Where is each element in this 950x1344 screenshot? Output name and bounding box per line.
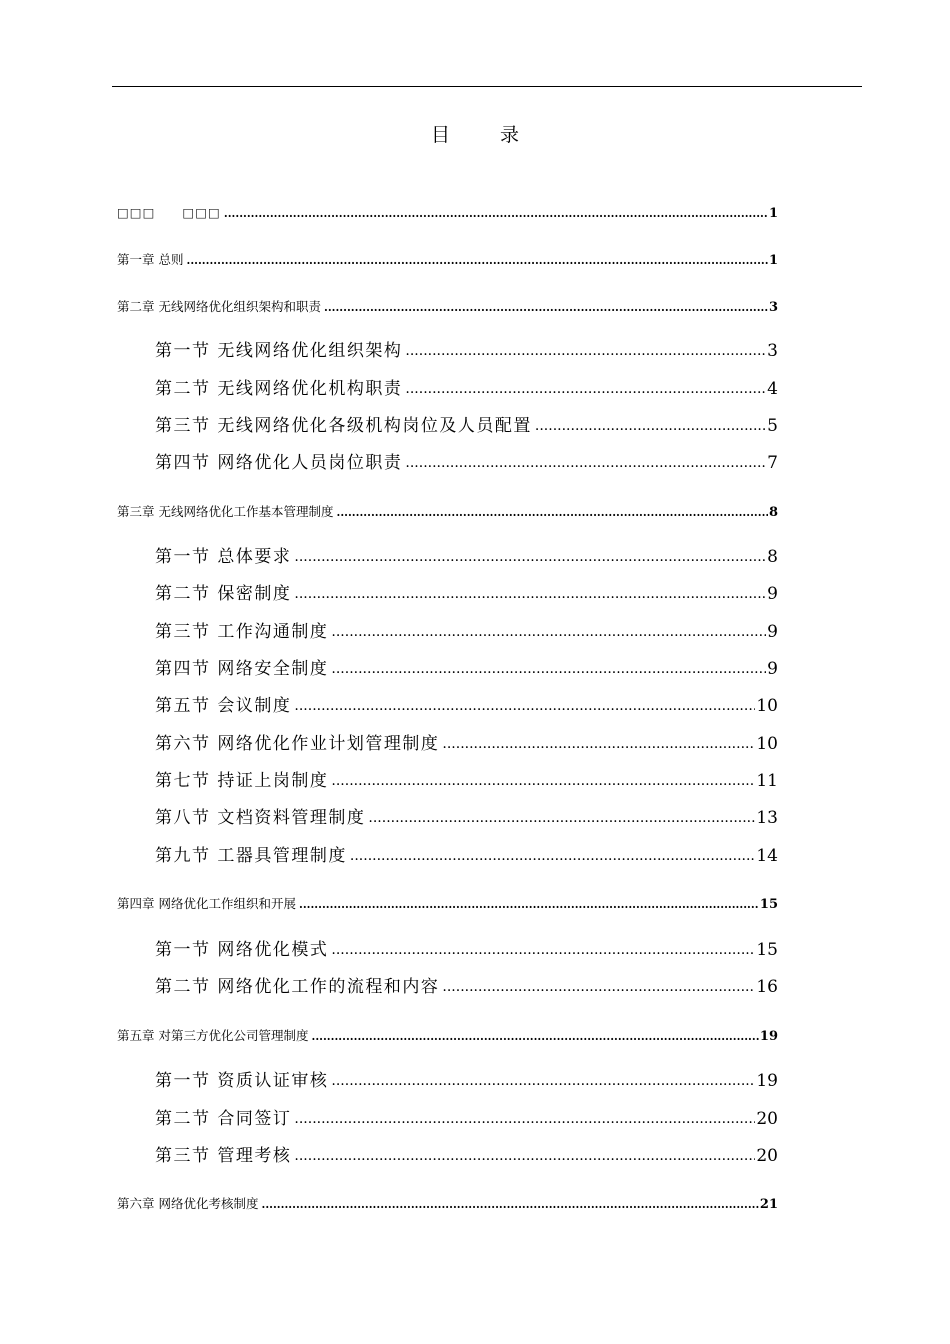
- toc-section-entry[interactable]: [155, 934, 778, 960]
- toc-entry-title: 第一节 网络优化模式: [155, 940, 329, 960]
- toc-page-number: 19: [759, 1029, 778, 1044]
- toc-chapter-entry[interactable]: [117, 890, 778, 912]
- toc-entry-title: 第五节 会议制度: [155, 696, 292, 716]
- toc-section-entry[interactable]: [155, 335, 778, 361]
- toc-entry-title: 第七节 持证上岗制度: [155, 771, 329, 791]
- toc-dot-leader: [336, 507, 767, 520]
- toc-dot-leader: [405, 382, 766, 399]
- toc-entry-title: 第一章 总则: [117, 252, 184, 267]
- toc-page-number: 9: [767, 584, 778, 604]
- toc-entry-title: 第一节 总体要求: [155, 547, 292, 567]
- toc-dot-leader: [186, 255, 767, 268]
- toc-entry-title: 第五章 对第三方优化公司管理制度: [117, 1028, 309, 1043]
- toc-dot-leader: [442, 737, 755, 754]
- toc-section-entry[interactable]: [155, 578, 778, 604]
- toc-dot-leader: [405, 344, 766, 361]
- toc-section-entry[interactable]: [155, 447, 778, 473]
- toc-dot-leader: [535, 419, 766, 436]
- toc-page-number: 15: [756, 940, 778, 960]
- toc-entry-title: 第六节 网络优化作业计划管理制度: [155, 734, 440, 754]
- toc-dot-leader: [368, 811, 755, 828]
- toc-page-number: 10: [756, 734, 778, 754]
- toc-page-number: 20: [756, 1146, 778, 1166]
- toc-section-entry[interactable]: [155, 802, 778, 828]
- toc-dot-leader: [261, 1199, 758, 1212]
- toc-chapter-entry[interactable]: [117, 293, 778, 315]
- toc-dot-leader: [405, 456, 766, 473]
- toc-section-entry[interactable]: [155, 410, 778, 436]
- toc-dot-leader: [331, 625, 766, 642]
- toc-entry-title: 第九节 工器具管理制度: [155, 846, 347, 866]
- toc-chapter-entry[interactable]: [117, 498, 778, 520]
- toc-entry-title: 第三章 无线网络优化工作基本管理制度: [117, 504, 334, 519]
- toc-page-number: 8: [768, 505, 778, 520]
- toc-dot-leader: [294, 550, 766, 567]
- toc-section-entry[interactable]: [155, 728, 778, 754]
- toc-entry-title: 第三节 工作沟通制度: [155, 622, 329, 642]
- toc-page-number: 9: [767, 659, 778, 679]
- toc-entry-title: 第三节 管理考核: [155, 1146, 292, 1166]
- toc-dot-leader: [350, 849, 755, 866]
- toc-chapter-entry[interactable]: [117, 1022, 778, 1044]
- toc-section-entry[interactable]: [155, 616, 778, 642]
- toc-entry-title: 第四节 网络安全制度: [155, 659, 329, 679]
- toc-page-number: 7: [767, 453, 778, 473]
- toc-dot-leader: [299, 899, 759, 912]
- toc-page-number: 20: [756, 1109, 778, 1129]
- toc-entry-title: 第二节 保密制度: [155, 584, 292, 604]
- toc-section-entry[interactable]: [155, 1065, 778, 1091]
- toc-dot-leader: [331, 1074, 755, 1091]
- toc-entry-title: 第一节 无线网络优化组织架构: [155, 341, 403, 361]
- toc-page-number: 8: [767, 547, 778, 567]
- toc-entry-title: 第二节 无线网络优化机构职责: [155, 379, 403, 399]
- toc-section-entry[interactable]: [155, 541, 778, 567]
- toc-entry-title: 第八节 文档资料管理制度: [155, 808, 366, 828]
- toc-section-entry[interactable]: [155, 1103, 778, 1129]
- toc-entry-title: □□□ □□□: [117, 205, 221, 220]
- toc-section-entry[interactable]: [155, 653, 778, 679]
- toc-dot-leader: [294, 587, 766, 604]
- toc-entry-title: 第一节 资质认证审核: [155, 1071, 329, 1091]
- toc-dot-leader: [442, 980, 755, 997]
- toc-section-entry[interactable]: [155, 971, 778, 997]
- toc-section-entry[interactable]: [155, 690, 778, 716]
- toc-chapter-entry[interactable]: [117, 1190, 778, 1212]
- toc-page-number: 14: [756, 846, 778, 866]
- toc-page-number: 16: [756, 977, 778, 997]
- toc-page-number: 13: [756, 808, 778, 828]
- toc-page-number: 9: [767, 622, 778, 642]
- toc-section-entry[interactable]: [155, 765, 778, 791]
- toc-section-entry[interactable]: [155, 840, 778, 866]
- toc-dot-leader: [294, 1149, 755, 1166]
- toc-entry-title: 第二节 合同签订: [155, 1109, 292, 1129]
- toc-dot-leader: [311, 1031, 758, 1044]
- toc-dot-leader: [331, 774, 755, 791]
- toc-dot-leader: [294, 699, 755, 716]
- toc-page-number: 5: [767, 416, 778, 436]
- toc-dot-leader: [294, 1112, 755, 1129]
- toc-chapter-entry[interactable]: [117, 199, 778, 221]
- toc-page-number: 19: [756, 1071, 778, 1091]
- toc-chapter-entry[interactable]: [117, 246, 778, 268]
- toc-dot-leader: [224, 208, 768, 221]
- toc-page-number: 21: [759, 1197, 778, 1212]
- toc-entry-title: 第二节 网络优化工作的流程和内容: [155, 977, 440, 997]
- toc-dot-leader: [324, 302, 768, 315]
- toc-page-number: 15: [759, 897, 778, 912]
- toc-entry-title: 第二章 无线网络优化组织架构和职责: [117, 299, 321, 314]
- toc-section-entry[interactable]: [155, 373, 778, 399]
- toc-entry-title: 第四章 网络优化工作组织和开展: [117, 896, 296, 911]
- toc-page-number: 1: [768, 206, 778, 221]
- toc-page-number: 3: [767, 341, 778, 361]
- toc-entry-title: 第四节 网络优化人员岗位职责: [155, 453, 403, 473]
- toc-page-number: 4: [767, 379, 778, 399]
- toc-dot-leader: [331, 943, 755, 960]
- toc-page-number: 3: [768, 300, 778, 315]
- toc-page-number: 1: [768, 253, 778, 268]
- toc-entry-title: 第三节 无线网络优化各级机构岗位及人员配置: [155, 416, 532, 436]
- toc-title: 目 录: [430, 124, 542, 146]
- toc-entry-title: 第六章 网络优化考核制度: [117, 1196, 259, 1211]
- toc-page-number: 10: [756, 696, 778, 716]
- toc-page-number: 11: [756, 771, 778, 791]
- toc-section-entry[interactable]: [155, 1140, 778, 1166]
- toc-dot-leader: [331, 662, 766, 679]
